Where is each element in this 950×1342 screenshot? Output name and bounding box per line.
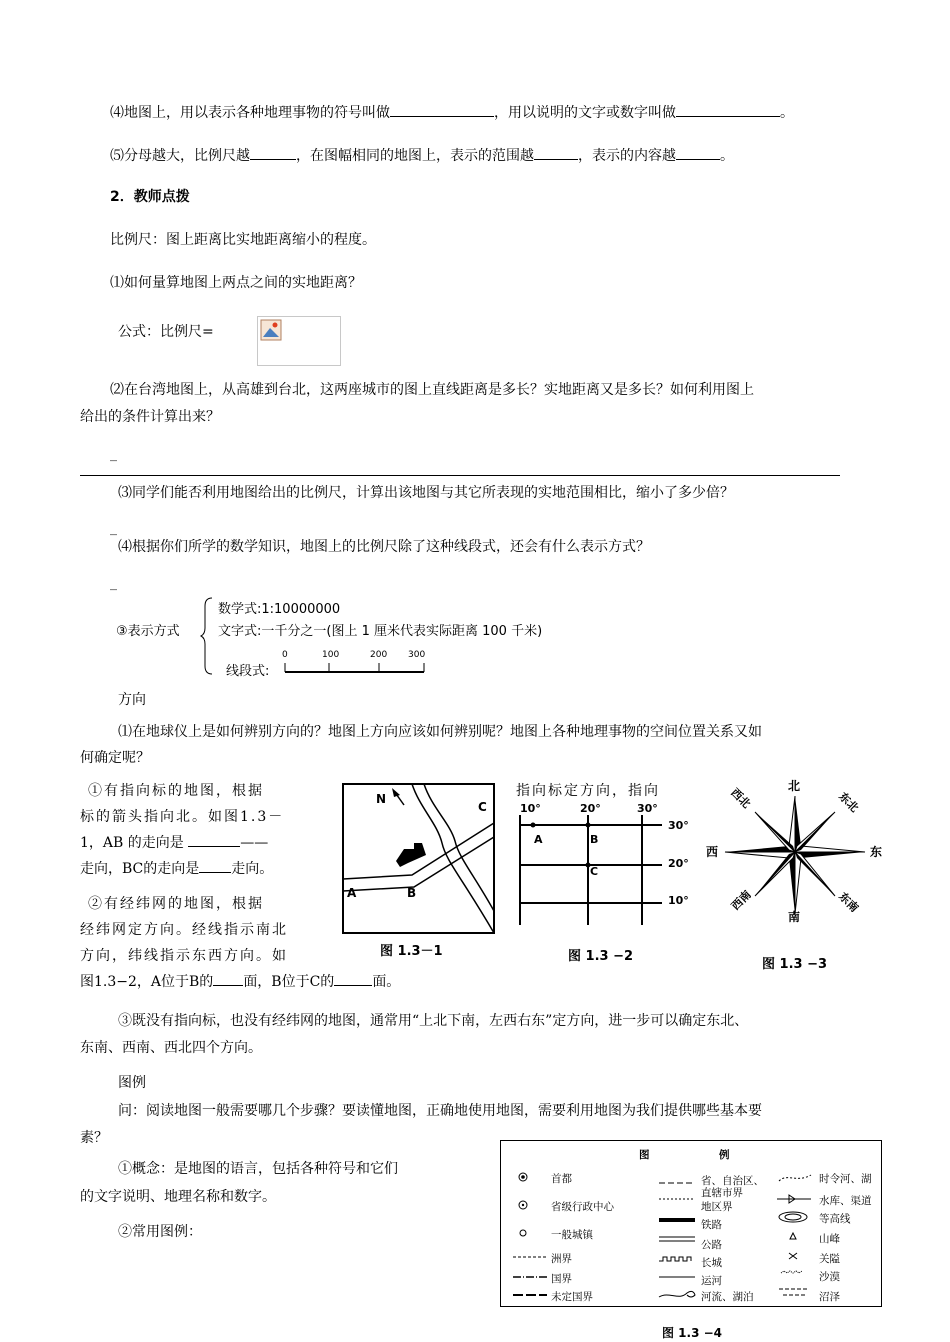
figure-1-label-n: N xyxy=(376,792,387,806)
latitude-label: 30° xyxy=(668,819,689,832)
legend-label: 沙漠 xyxy=(819,1271,840,1283)
scale-bar-line xyxy=(284,662,430,674)
direction-paragraph-1: ①有指向标的地图，根据 标的箭头指向北。如图1.3－ 1，AB 的走向是 —— 走向，BC的走向是 走向。 xyxy=(80,783,285,877)
scale-tick-label: 300 xyxy=(408,650,426,660)
formula-image-placeholder xyxy=(257,316,341,366)
scale-tick-label: 100 xyxy=(322,650,340,660)
figure-1-label-a: A xyxy=(347,886,357,900)
direction-q1-line1: ⑴在地球仪上是如何辨别方向的？地图上方向应该如何辨别呢？地图上各种地理事物的空间位置关系又如 xyxy=(118,724,762,740)
direction-paragraph-3-line2: 东南、西南、西北四个方向。 xyxy=(80,1040,262,1056)
answer-blank[interactable] xyxy=(676,145,720,160)
grid-point-b: B xyxy=(590,833,599,846)
compass-west: 西 xyxy=(706,845,719,859)
compass-east: 东 xyxy=(870,845,883,859)
scale-forms-label: ③表示方式 xyxy=(116,624,180,639)
legend-symbols-col1 xyxy=(513,1169,553,1299)
scale-line-form-label: 线段式: xyxy=(226,664,270,679)
question-5: ⑸分母越大，比例尺越 ，在图幅相同的地图上，表示的范围越 ，表示的内容越 。 xyxy=(110,145,734,166)
legend-label: 关隘 xyxy=(819,1253,840,1265)
legend-symbols-col3 xyxy=(775,1169,817,1301)
latitude-label: 10° xyxy=(668,894,689,907)
legend-heading: 图例 xyxy=(118,1075,146,1091)
answer-blank[interactable] xyxy=(250,145,296,160)
scale-forms xyxy=(116,594,636,684)
section-heading: 2．教师点拨 xyxy=(110,189,190,205)
sub-question-3: ⑶同学们能否利用地图给出的比例尺，计算出该地图与其它所表现的实地范围相比，缩小了多少倍？ xyxy=(118,485,734,501)
legend-label: 直辖市界 xyxy=(701,1187,743,1199)
legend-label: 地区界 xyxy=(701,1201,733,1213)
direction-paragraph-3-line1: ③既没有指向标，也没有经纬网的地图，通常用“上北下南，左西右东”定方向，进一步可以确定东北、 xyxy=(118,1013,749,1029)
legend-label: 等高线 xyxy=(819,1213,851,1225)
grid-point-a: A xyxy=(534,833,543,846)
question-4: ⑷地图上，用以表示各种地理事物的符号叫做 ，用以说明的文字或数字叫做 。 xyxy=(110,102,794,123)
legend-label: 水库、渠道 xyxy=(819,1195,872,1207)
compass-south: 南 xyxy=(788,910,801,924)
scale-bar xyxy=(284,650,434,676)
scale-tick-label: 0 xyxy=(282,650,288,660)
compass-southwest: 西南 xyxy=(728,887,754,913)
answer-blank[interactable] xyxy=(334,971,372,986)
longitude-label: 30° xyxy=(637,802,658,815)
common-legend-label: ②常用图例： xyxy=(118,1224,202,1240)
compass-north: 北 xyxy=(788,779,801,793)
legend-label: 省级行政中心 xyxy=(551,1201,614,1213)
sub-question-4: ⑷根据你们所学的数学知识，地图上的比例尺除了这种线段式，还会有什么表示方式？ xyxy=(118,539,650,555)
figure-1-3-4-caption: 图 1.3 −4 xyxy=(662,1326,723,1340)
compass-northeast: 东北 xyxy=(836,789,862,815)
legend-label: 河流、湖泊 xyxy=(701,1291,754,1303)
legend-concept-line1: ①概念：是地图的语言，包括各种符号和它们 xyxy=(118,1161,398,1177)
answer-blank[interactable] xyxy=(213,971,243,986)
legend-label: 长城 xyxy=(701,1257,722,1269)
answer-line[interactable] xyxy=(80,475,840,476)
answer-blank[interactable] xyxy=(188,832,240,847)
legend-box xyxy=(500,1140,882,1307)
grid-point-c: C xyxy=(590,865,599,878)
direction-paragraph-2: ②有经纬网的地图，根据 经纬网定方向。经线指示南北 方向，纬线指示东西方向。如 图1.3−2，A位于B的 面，B位于C的 面。 xyxy=(80,896,401,990)
scale-math-form: 数学式:1:10000000 xyxy=(218,602,341,617)
legend-label: 时令河、湖 xyxy=(819,1173,872,1185)
figure-1-3-1-map xyxy=(342,783,496,935)
formula-label: 公式：比例尺= xyxy=(118,324,214,340)
scale-definition: 比例尺：图上距离比实地距离缩小的程度。 xyxy=(110,232,376,248)
scale-text-form: 文字式:一千分之一(图上 1 厘米代表实际距离 100 千米) xyxy=(218,624,543,639)
figure-1-3-3-caption: 图 1.3 −3 xyxy=(762,957,828,972)
dash-mark: _ xyxy=(110,575,117,591)
sub-question-2-line2: 给出的条件计算出来？ xyxy=(80,409,220,425)
legend-header: 图 xyxy=(639,1149,650,1161)
legend-label: 铁路 xyxy=(701,1219,722,1231)
figure-1-3-2-caption: 图 1.3 −2 xyxy=(568,949,634,964)
compass-southeast: 东南 xyxy=(836,889,862,915)
direction-heading: 方向 xyxy=(118,692,146,708)
direction-q1-line2: 何确定呢？ xyxy=(80,750,150,766)
answer-blank[interactable] xyxy=(676,102,780,117)
answer-blank[interactable] xyxy=(390,102,494,117)
broken-image-icon xyxy=(260,319,282,341)
legend-label: 沼泽 xyxy=(819,1291,840,1303)
figure-1-3-1-caption: 图 1.3－1 xyxy=(380,944,443,959)
legend-symbols-col2 xyxy=(657,1171,699,1301)
legend-label: 山峰 xyxy=(819,1233,840,1245)
direction-paragraph-1-continuation: 指向标定方向，指向 xyxy=(516,783,660,799)
answer-blank[interactable] xyxy=(199,858,231,873)
legend-label: 洲界 xyxy=(551,1253,572,1265)
legend-question-line1: 问：阅读地图一般需要哪几个步骤？要读懂地图，正确地使用地图，需要利用地图为我们提供哪些基本要 xyxy=(118,1103,762,1119)
legend-question-line2: 素？ xyxy=(80,1130,108,1146)
legend-label: 未定国界 xyxy=(551,1291,593,1303)
legend-label: 首都 xyxy=(551,1173,572,1185)
legend-label: 一般城镇 xyxy=(551,1229,593,1241)
brace-icon xyxy=(200,596,214,676)
sub-question-2-line1: ⑵在台湾地图上，从高雄到台北，这两座城市的图上直线距离是多长？实地距离又是多长？如何利用图上 xyxy=(110,382,754,398)
sub-question-1: ⑴如何量算地图上两点之间的实地距离？ xyxy=(110,275,362,291)
legend-label: 国界 xyxy=(551,1273,572,1285)
longitude-label: 10° xyxy=(520,802,541,815)
legend-label: 省、自治区、 xyxy=(701,1175,764,1187)
figure-1-label-b: B xyxy=(407,886,417,900)
legend-concept-line2: 的文字说明、地理名称和数字。 xyxy=(80,1189,276,1205)
compass-northwest: 西北 xyxy=(728,785,754,811)
answer-blank[interactable] xyxy=(534,145,578,160)
longitude-label: 20° xyxy=(580,802,601,815)
latitude-label: 20° xyxy=(668,857,689,870)
dash-mark: _ xyxy=(110,520,117,536)
scale-tick-label: 200 xyxy=(370,650,388,660)
dash-mark: _ xyxy=(110,446,117,462)
legend-label: 运河 xyxy=(701,1275,722,1287)
figure-1-label-c: C xyxy=(478,800,487,814)
legend-header: 例 xyxy=(719,1149,730,1161)
legend-label: 公路 xyxy=(701,1239,722,1251)
